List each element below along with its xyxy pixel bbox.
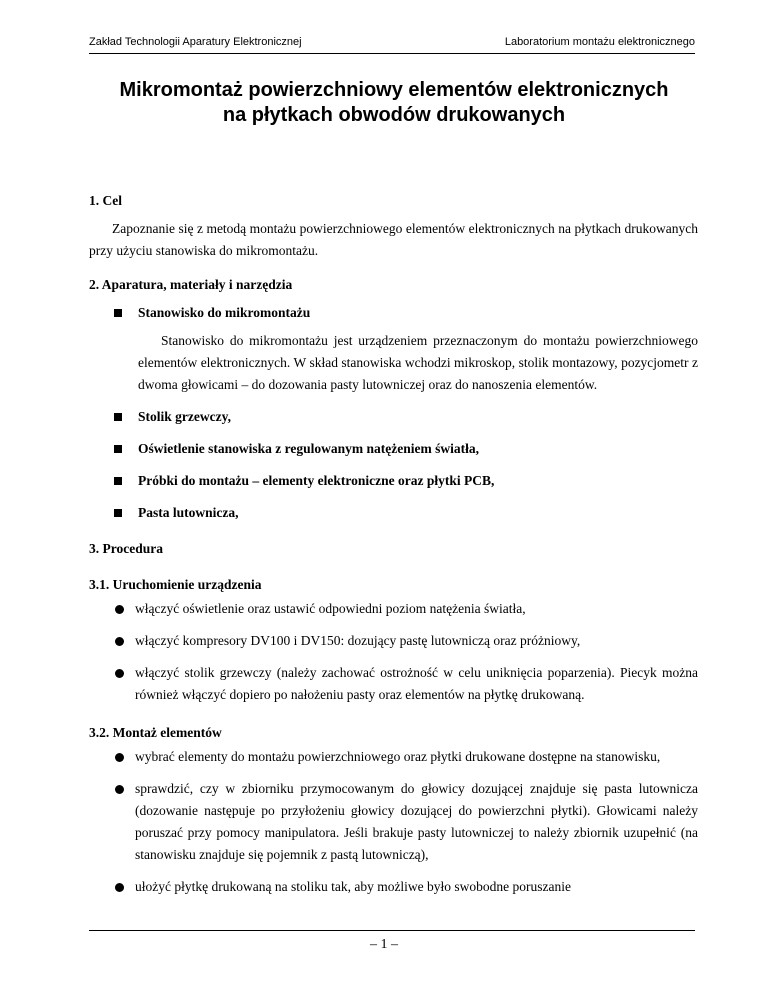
section-3-2-heading: 3.2. Montaż elementów <box>89 725 222 740</box>
list-item <box>89 662 698 706</box>
list-item-label: Pasta lutownicza, <box>138 505 239 520</box>
list-item <box>89 470 698 492</box>
list-item-text: włączyć stolik grzewczy (należy zachować ostrożność w celu uniknięcia poparzenia). Piecyk można również włączyć dopiero po nałożeniu pasty oraz elementów na płytkę drukowaną. <box>135 665 698 702</box>
square-bullet-icon <box>114 509 122 517</box>
footer-divider <box>89 930 695 931</box>
round-bullet-icon <box>115 785 124 794</box>
page-header <box>89 36 695 48</box>
list-item <box>89 406 698 428</box>
list-item-text: wybrać elementy do montażu powierzchniowego oraz płytki drukowane dostępne na stanowisku, <box>135 749 661 764</box>
list-item-text: ułożyć płytkę drukowaną na stoliku tak, aby możliwe było swobodne poruszanie <box>135 879 572 894</box>
list-item-text: sprawdzić, czy w zbiorniku przymocowanym do głowicy dozującej znajduje się pasta lutownicza (dozowanie następuje po przyłożeniu głowicy dozującej do powierzchni płytki). Głowicami należy poruszać przy pomocy manipulatora. Jeśli brakuje pasty lutowniczej to należy zbiornik uzupełnić (na stanowisku znajduje się pojemnik z pastą lutowniczą), <box>135 781 698 862</box>
page-number: – 1 – <box>370 937 398 952</box>
document-body <box>89 190 698 898</box>
list-item <box>89 438 698 460</box>
list-item <box>89 502 698 524</box>
list-item <box>89 598 698 620</box>
title-line-1: Mikromontaż powierzchniowy elementów elektronicznych <box>119 79 669 101</box>
list-item-label: Stanowisko do mikromontażu <box>138 305 311 320</box>
list-item <box>89 746 698 768</box>
list-item-label: Stolik grzewczy, <box>138 409 231 424</box>
list-item-label: Oświetlenie stanowiska z regulowanym natężeniem światła, <box>138 441 479 456</box>
round-bullet-icon <box>115 669 124 678</box>
header-divider <box>89 53 695 54</box>
list-item <box>89 778 698 866</box>
round-bullet-icon <box>115 637 124 646</box>
square-bullet-icon <box>114 309 122 317</box>
list-item-label: Próbki do montażu – elementy elektroniczne oraz płytki PCB, <box>138 473 495 488</box>
round-bullet-icon <box>115 605 124 614</box>
square-bullet-icon <box>114 413 122 421</box>
list-item-text: włączyć kompresory DV100 i DV150: dozujący pastę lutowniczą oraz próżniowy, <box>135 633 581 648</box>
list-item-text: włączyć oświetlenie oraz ustawić odpowiedni poziom natężenia światła, <box>135 601 526 616</box>
square-bullet-icon <box>114 445 122 453</box>
list-item-description <box>89 330 698 396</box>
round-bullet-icon <box>115 883 124 892</box>
section-1-text: Zapoznanie się z metodą montażu powierzchniowego elementów elektronicznych na płytkach drukowanych przy użyciu stanowiska do mikromontażu. <box>89 221 698 258</box>
title-line-2: na płytkach obwodów drukowanych <box>222 104 566 126</box>
list-item <box>89 876 698 898</box>
header-institution: Zakład Technologii Aparatury Elektronicznej <box>89 36 302 48</box>
list-item <box>89 302 698 324</box>
list-item <box>89 630 698 652</box>
list-item-description-text: Stanowisko do mikromontażu jest urządzeniem przeznaczonym do montażu powierzchniowego elementów elektronicznych. W skład stanowiska wchodzi mikroskop, stolik montazowy, pozycjometr z dwoma głowicami – do dozowania pasty lutowniczej oraz do nanoszenia elementów. <box>138 333 698 392</box>
section-1-heading: 1. Cel <box>89 193 122 208</box>
header-lab: Laboratorium montażu elektronicznego <box>504 36 695 48</box>
document-title <box>60 78 728 128</box>
section-2-heading: 2. Aparatura, materiały i narzędzia <box>89 277 293 292</box>
round-bullet-icon <box>115 753 124 762</box>
section-3-1-heading: 3.1. Uruchomienie urządzenia <box>89 577 262 592</box>
section-3-heading: 3. Procedura <box>89 541 163 556</box>
square-bullet-icon <box>114 477 122 485</box>
